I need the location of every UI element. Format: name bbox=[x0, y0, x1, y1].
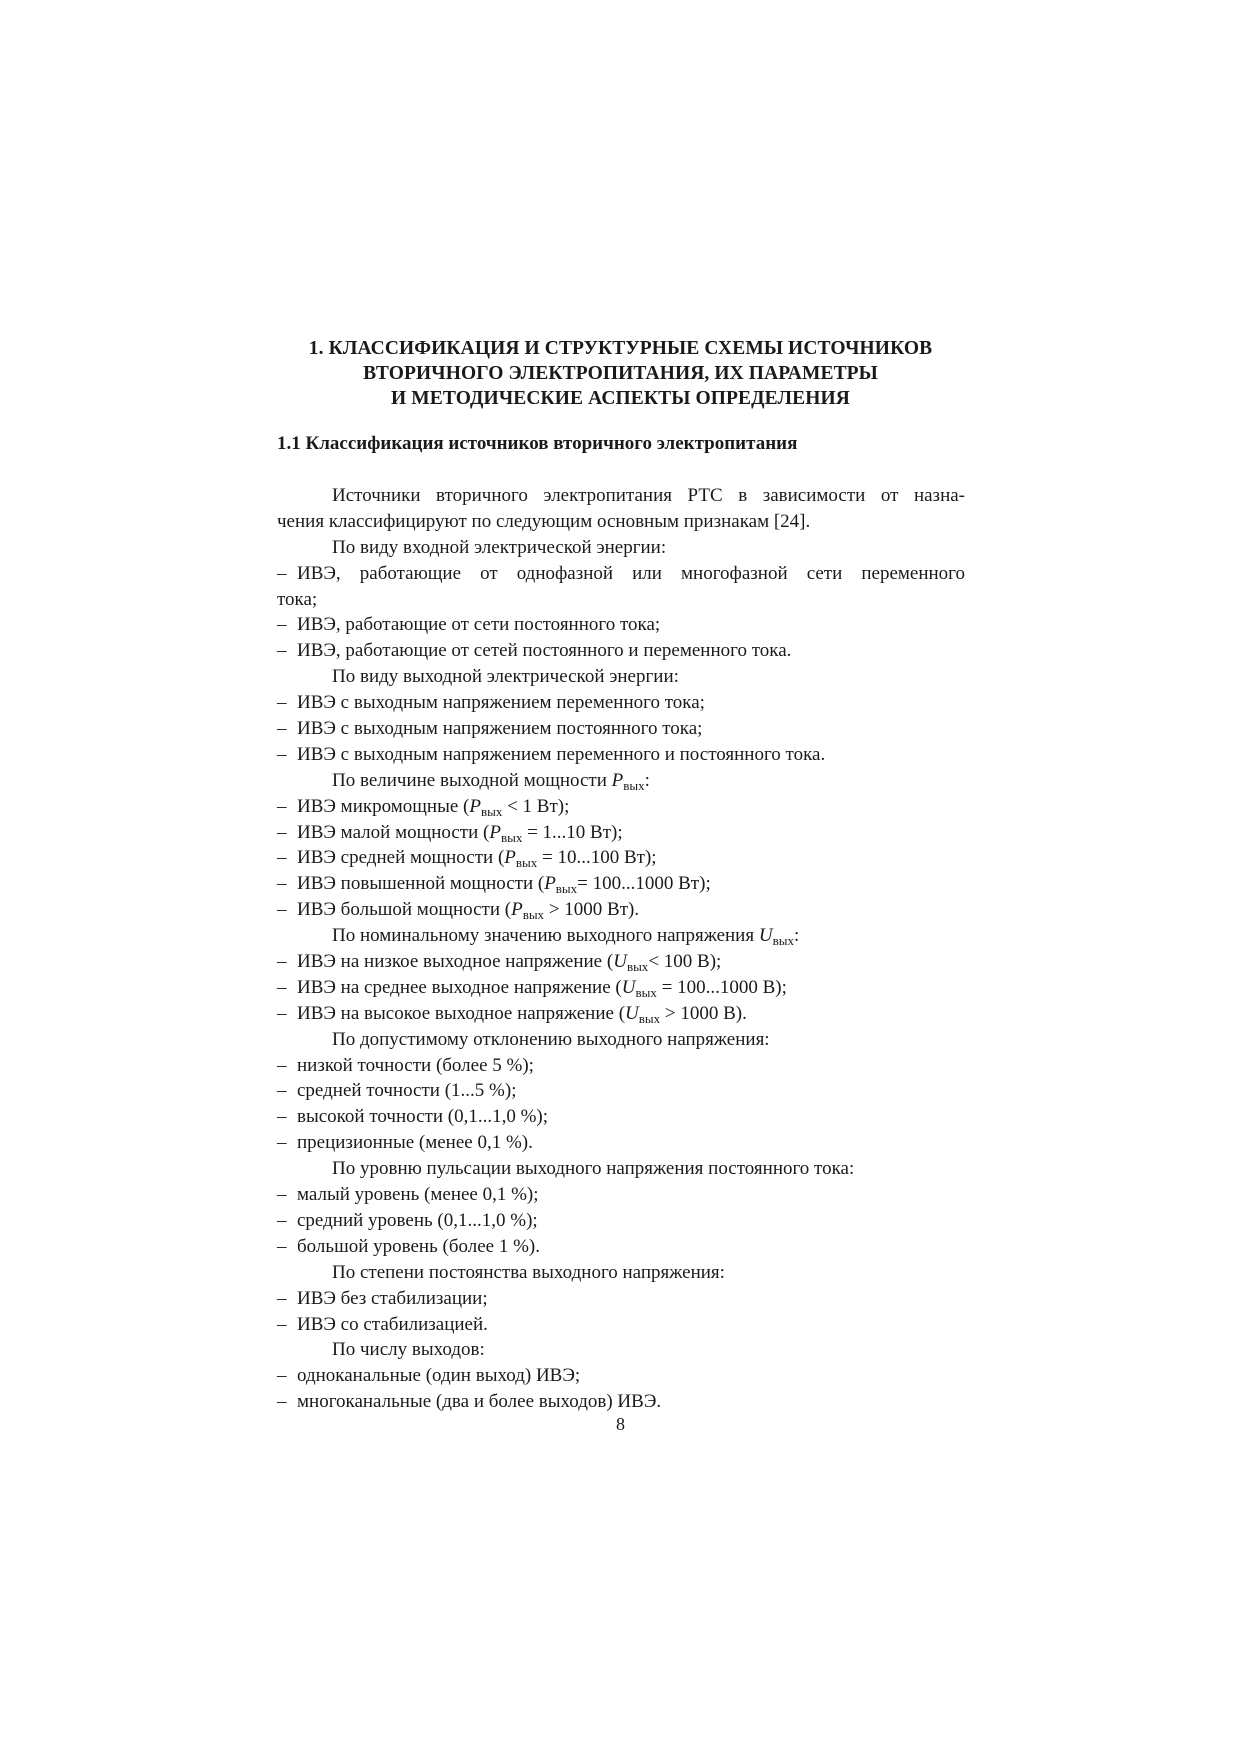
list-item bbox=[277, 871, 965, 897]
group-heading: По числу выходов: bbox=[332, 1339, 485, 1361]
dash-bullet: – bbox=[277, 1365, 287, 1387]
section-title: 1.1 Классификация источников вторичного электропитания bbox=[277, 433, 798, 454]
heading-text: По величине выходной мощности bbox=[332, 769, 612, 791]
heading-text: : bbox=[644, 769, 650, 791]
dash-bullet: – bbox=[277, 873, 287, 895]
list-item bbox=[277, 561, 965, 587]
list-item bbox=[277, 975, 965, 1001]
list-item-text: ИВЭ малой мощности ( bbox=[297, 821, 490, 843]
group-heading: По уровню пульсации выходного напряжения постоянного тока: bbox=[332, 1158, 855, 1180]
dash-bullet: – bbox=[277, 1209, 287, 1231]
symbol-u: U bbox=[625, 1002, 639, 1024]
list-item-text: = 1...10 Вт); bbox=[522, 821, 623, 843]
dash-bullet: – bbox=[277, 614, 287, 636]
heading-text: : bbox=[793, 925, 800, 947]
subscript-out: вых bbox=[522, 907, 545, 923]
symbol-u: U bbox=[621, 976, 636, 998]
list-item-text: < 100 В); bbox=[648, 951, 722, 973]
group-heading: По допустимому отклонению выходного напряжения: bbox=[332, 1028, 770, 1050]
symbol-p: P bbox=[544, 873, 556, 895]
list-item bbox=[277, 1286, 965, 1312]
dash-bullet: – bbox=[277, 899, 287, 921]
list-item bbox=[277, 1363, 965, 1389]
list-item bbox=[277, 845, 965, 871]
list-item-text: прецизионные (менее 0,1 %). bbox=[297, 1132, 533, 1154]
dash-bullet: – bbox=[277, 951, 287, 973]
list-item bbox=[277, 1104, 965, 1130]
list-item-continuation: тока; bbox=[277, 588, 318, 610]
subscript-out: вых bbox=[635, 984, 657, 1000]
list-item-text: большой уровень (более 1 %). bbox=[297, 1235, 540, 1257]
paragraph-line: чения классифицируют по следующим основным признакам [24]. bbox=[277, 510, 811, 532]
dash-bullet: – bbox=[277, 1132, 287, 1154]
chapter-title-line: ВТОРИЧНОГО ЭЛЕКТРОПИТАНИЯ, ИХ ПАРАМЕТРЫ bbox=[363, 363, 878, 384]
dash-bullet: – bbox=[277, 821, 287, 843]
list-item-text: ИВЭ, работающие от однофазной или многофазной сети переменного bbox=[297, 562, 965, 584]
subscript-out: вых bbox=[555, 881, 578, 897]
list-item-text: малый уровень (менее 0,1 %); bbox=[297, 1184, 539, 1206]
list-item bbox=[277, 742, 965, 768]
dash-bullet: – bbox=[277, 1287, 287, 1309]
list-item-text: > 1000 В). bbox=[660, 1002, 747, 1024]
subscript-out: вых bbox=[772, 933, 794, 949]
subscript-out: вых bbox=[638, 1010, 661, 1026]
group-heading bbox=[277, 923, 965, 949]
group-heading: По степени постоянства выходного напряжения: bbox=[332, 1261, 725, 1283]
symbol-p: P bbox=[469, 795, 481, 817]
dash-bullet: – bbox=[277, 692, 287, 714]
list-item bbox=[277, 1182, 965, 1208]
list-item-text: одноканальные (один выход) ИВЭ; bbox=[297, 1365, 581, 1387]
dash-bullet: – bbox=[277, 1391, 287, 1413]
list-item-text: ИВЭ с выходным напряжением переменного и постоянного тока. bbox=[297, 743, 826, 765]
list-item bbox=[277, 1389, 965, 1415]
dash-bullet: – bbox=[277, 640, 287, 662]
dash-bullet: – bbox=[277, 976, 287, 998]
subscript-out: вых bbox=[515, 855, 538, 871]
heading-text: По номинальному значению выходного напряжения bbox=[332, 925, 759, 947]
dash-bullet: – bbox=[277, 1106, 287, 1128]
dash-bullet: – bbox=[277, 562, 287, 584]
list-item-text: ИВЭ микромощные ( bbox=[297, 795, 470, 817]
dash-bullet: – bbox=[277, 1184, 287, 1206]
group-heading bbox=[277, 768, 965, 794]
symbol-p: P bbox=[511, 899, 523, 921]
list-item bbox=[277, 612, 965, 638]
subscript-out: вых bbox=[623, 777, 645, 793]
symbol-p: P bbox=[611, 769, 624, 791]
list-item-text: средний уровень (0,1...1,0 %); bbox=[297, 1209, 538, 1231]
subscript-out: вых bbox=[626, 959, 649, 975]
list-item bbox=[277, 1312, 965, 1338]
list-item-text: ИВЭ средней мощности ( bbox=[297, 847, 505, 869]
list-item-text: > 1000 Вт). bbox=[544, 899, 640, 921]
subscript-out: вых bbox=[500, 829, 523, 845]
list-item bbox=[277, 716, 965, 742]
list-item-text: ИВЭ на низкое выходное напряжение ( bbox=[297, 951, 614, 973]
list-item-text: средней точности (1...5 %); bbox=[297, 1080, 517, 1102]
list-item-text: ИВЭ без стабилизации; bbox=[297, 1287, 488, 1309]
list-item-text: ИВЭ с выходным напряжением постоянного тока; bbox=[297, 718, 703, 740]
list-item bbox=[277, 638, 965, 664]
list-item bbox=[277, 1234, 965, 1260]
subscript-out: вых bbox=[480, 803, 503, 819]
list-item-text: = 100...1000 В); bbox=[656, 976, 787, 998]
body-text bbox=[277, 483, 965, 1415]
dash-bullet: – bbox=[277, 743, 287, 765]
list-item-text: ИВЭ с выходным напряжением переменного тока; bbox=[297, 692, 705, 714]
group-heading: По виду входной электрической энергии: bbox=[332, 536, 667, 558]
symbol-u: U bbox=[758, 925, 773, 947]
paragraph-line: Источники вторичного электропитания РТС в зависимости от назна- bbox=[332, 485, 965, 506]
list-item-text: высокой точности (0,1...1,0 %); bbox=[297, 1106, 549, 1128]
dash-bullet: – bbox=[277, 1054, 287, 1076]
list-item-text: многоканальные (два и более выходов) ИВЭ. bbox=[297, 1391, 662, 1413]
list-item-text: ИВЭ, работающие от сетей постоянного и переменного тока. bbox=[297, 640, 792, 662]
symbol-u: U bbox=[613, 951, 627, 973]
chapter-title-line: И МЕТОДИЧЕСКИЕ АСПЕКТЫ ОПРЕДЕЛЕНИЯ bbox=[391, 388, 850, 409]
list-item-text: низкой точности (более 5 %); bbox=[297, 1054, 534, 1076]
list-item bbox=[277, 949, 965, 975]
dash-bullet: – bbox=[277, 1080, 287, 1102]
list-item-text: = 100...1000 Вт); bbox=[577, 873, 711, 895]
list-item bbox=[277, 1208, 965, 1234]
page-number: 8 bbox=[616, 1414, 625, 1434]
list-item-text: ИВЭ большой мощности ( bbox=[297, 899, 512, 921]
list-item bbox=[277, 794, 965, 820]
list-item bbox=[277, 1053, 965, 1079]
group-heading: По виду выходной электрической энергии: bbox=[332, 666, 679, 688]
list-item-text: ИВЭ со стабилизацией. bbox=[297, 1313, 488, 1335]
list-item bbox=[277, 690, 965, 716]
list-item bbox=[277, 1078, 965, 1104]
symbol-p: P bbox=[489, 821, 501, 843]
list-item bbox=[277, 897, 965, 923]
list-item-text: ИВЭ повышенной мощности ( bbox=[297, 873, 545, 895]
symbol-p: P bbox=[504, 847, 516, 869]
dash-bullet: – bbox=[277, 1002, 287, 1024]
dash-bullet: – bbox=[277, 795, 287, 817]
list-item-text: ИВЭ, работающие от сети постоянного тока; bbox=[297, 614, 661, 636]
dash-bullet: – bbox=[277, 718, 287, 740]
list-item-text: ИВЭ на среднее выходное напряжение ( bbox=[297, 976, 622, 998]
chapter-title-line: 1. КЛАССИФИКАЦИЯ И СТРУКТУРНЫЕ СХЕМЫ ИСТОЧНИКОВ bbox=[308, 338, 933, 359]
chapter-title bbox=[0, 336, 1241, 411]
list-item bbox=[277, 1130, 965, 1156]
list-item-text: ИВЭ на высокое выходное напряжение ( bbox=[297, 1002, 626, 1024]
dash-bullet: – bbox=[277, 1235, 287, 1257]
dash-bullet: – bbox=[277, 1313, 287, 1335]
dash-bullet: – bbox=[277, 847, 287, 869]
list-item bbox=[277, 820, 965, 846]
list-item-text: = 10...100 Вт); bbox=[537, 847, 657, 869]
list-item bbox=[277, 1001, 965, 1027]
list-item-text: < 1 Вт); bbox=[502, 795, 570, 817]
